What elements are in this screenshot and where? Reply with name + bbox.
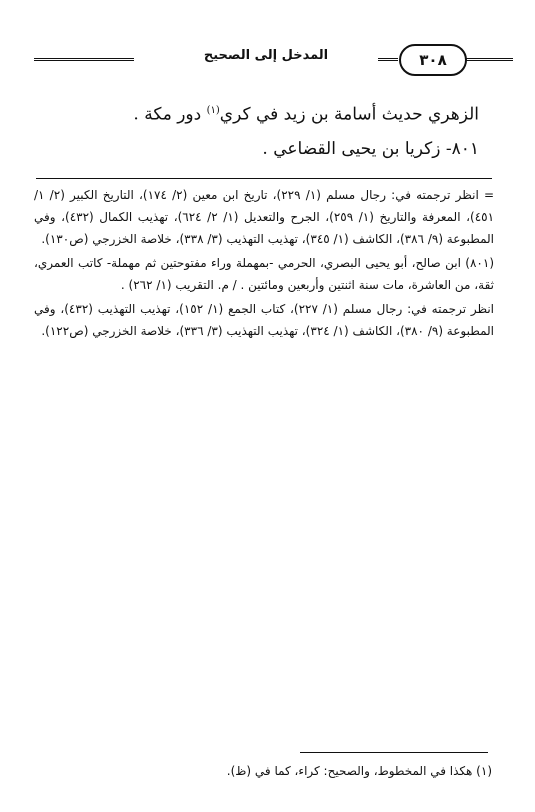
main-line-1: الزهري حديث أسامة بن زيد في كري$^{(١)}$ دور مكة . — [133, 104, 479, 125]
footnote-separator — [300, 752, 488, 753]
notes-separator — [36, 178, 492, 179]
main-line-2: ٨٠١- زكريا بن يحيى القضاعي . — [262, 138, 479, 159]
running-title: المدخل إلى الصحيح — [203, 48, 329, 63]
page-number: ٣٠٨ — [419, 51, 447, 69]
footnote: (١) هكذا في المخطوط، والصحيح: كراء، كما في (ظ). — [226, 764, 492, 778]
note-paragraph-2: (٨٠١) ابن صالح، أبو يحيى البصري، الحرمي -بمهملة وراء مفتوحتين ثم مهملة- كاتب العمري، ثقة، من العاشرة، مات سنة اثنتين وأربعين ومائتين . / م. التقريب (١/ ٢٦٢) . — [34, 256, 494, 292]
footnote-ref: (١) — [206, 105, 220, 116]
page-header — [24, 44, 514, 78]
note-paragraph-3: انظر ترجمته في: رجال مسلم (١/ ٢٢٧)، كتاب الجمع (١/ ١٥٢)، تهذيب التهذيب (٤٣٢)، وفي المطبوعة (٩/ ٣٨٠)، الكاشف (١/ ٣٢٤)، تهذيب التهذيب (٣/ ٣٣٦)، خلاصة الخزرجي (ص١٢٢). — [34, 302, 495, 338]
header-rule-right — [465, 58, 513, 61]
header-rule-left — [34, 58, 134, 61]
note-paragraph-1: = انظر ترجمته في: رجال مسلم (١/ ٢٢٩)، تاريخ ابن معين (٢/ ١٧٤)، التاريخ الكبير (٢/ ١/ ٤٥١)، المعرفة والتاريخ (١/ ٢٥٩)، الجرح والتعديل (١/ ٢/ ٦٢٤)، تهذيب الكمال (٤٣٢)، وفي المطبوعة (٩/ ٣٨٦)، الكاشف (١/ ٣٤٥)، تهذيب التهذيب (٣/ ٣٣٨)، خلاصة الخزرجي (ص١٣٠). — [34, 188, 495, 246]
commentary-notes — [34, 184, 494, 342]
main-text — [59, 94, 479, 166]
page-number-badge — [399, 44, 467, 76]
header-rule-mid — [378, 58, 398, 61]
